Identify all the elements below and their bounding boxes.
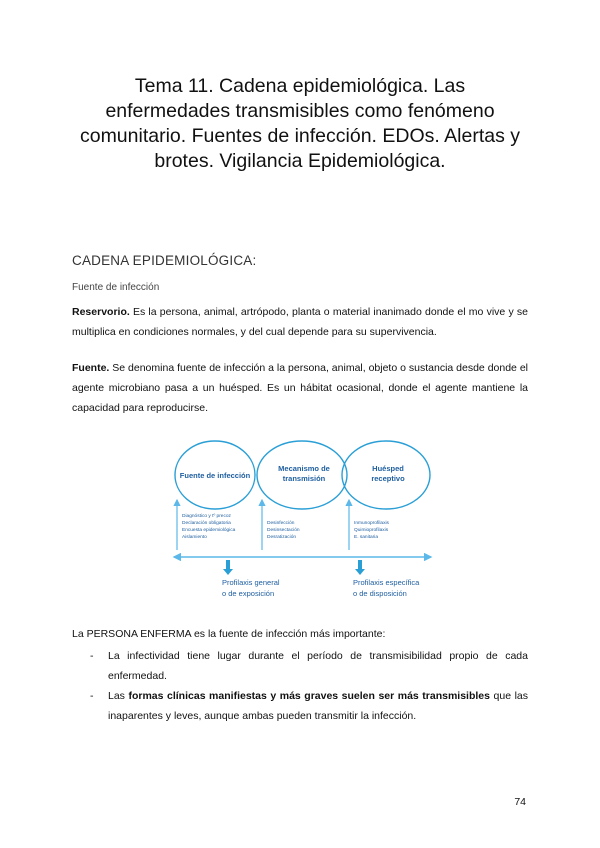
reservorio-text: Es la persona, animal, artrópodo, planta o material inanimado donde el mo vive y se multiplica en condiciones normales, y del cual depende para su supervivencia.: [72, 306, 528, 338]
profilaxis-general-2: o de exposición: [222, 589, 275, 598]
measure-mecanismo-3: Desratización: [267, 535, 297, 540]
list-item-text-before: Las: [108, 690, 129, 702]
list-item-text: La infectividad tiene lugar durante el período de transmisibilidad propio de cada enfermedad.: [108, 650, 528, 682]
measure-huesped-3: E. sanitaria: [354, 535, 378, 540]
list-dash: -: [90, 690, 94, 702]
reservorio-term: Reservorio.: [72, 306, 130, 318]
measure-fuente-3: Encuesta epidemiológica: [182, 528, 236, 533]
profilaxis-especifica-2: o de disposición: [353, 589, 407, 598]
list-item-bold: formas clínicas manifiestas y más graves suelen ser más transmisibles: [128, 690, 490, 702]
section-heading: CADENA EPIDEMIOLÓGICA:: [72, 253, 257, 268]
subsection-heading: Fuente de infección: [72, 282, 160, 293]
fuente-text: Se denomina fuente de infección a la persona, animal, objeto o sustancia desde donde el agente microbiano pasa a un huésped. Es un hábitat ocasional, donde el agente mantiene la capacidad para reproducirse.: [72, 362, 528, 414]
list-item: [90, 646, 528, 686]
profilaxis-general-1: Profilaxis general: [222, 578, 280, 587]
bullet-list: [90, 646, 528, 726]
fuente-paragraph: [72, 358, 528, 418]
reservorio-paragraph: [72, 302, 528, 342]
measure-fuente-2: Declaración obligatoria: [182, 521, 231, 526]
epidemiological-chain-diagram: [170, 438, 435, 608]
fuente-term: Fuente.: [72, 362, 110, 374]
list-item-text-after: que las inaparentes y leves, aunque ambas pueden transmitir la infección.: [108, 690, 528, 722]
measure-fuente-4: Aislamiento: [182, 535, 207, 540]
circle-label-fuente: Fuente de infección: [179, 471, 251, 480]
circle-label-huesped-2: receptivo: [371, 474, 405, 483]
measure-mecanismo-2: Desinsectación: [267, 528, 300, 533]
list-item: [90, 686, 528, 726]
measure-mecanismo-1: Desinfección: [267, 521, 295, 526]
circle-label-mecanismo-2: transmisión: [282, 474, 326, 483]
document-title: Tema 11. Cadena epidemiológica. Las enfermedades transmisibles como fenómeno comunitario. Fuentes de infección. EDOs. Alertas y brotes. Vigilancia Epidemiológica.: [79, 75, 521, 172]
list-dash: -: [90, 650, 94, 662]
page-number: 74: [514, 796, 526, 808]
circle-label-mecanismo-1: Mecanismo de: [278, 464, 330, 473]
circle-label-huesped-1: Huésped: [372, 464, 404, 473]
profilaxis-especifica-1: Profilaxis específica: [353, 578, 420, 587]
measure-huesped-2: Quimioprofilaxis: [354, 528, 389, 533]
measure-huesped-1: Inmunoprofilaxis: [354, 521, 389, 526]
measure-fuente-1: Diagnóstico y tº precoz: [182, 514, 231, 519]
down-arrow-especifica: [355, 560, 365, 575]
intro-line: La PERSONA ENFERMA es la fuente de infección más importante:: [72, 628, 386, 640]
down-arrow-general: [223, 560, 233, 575]
